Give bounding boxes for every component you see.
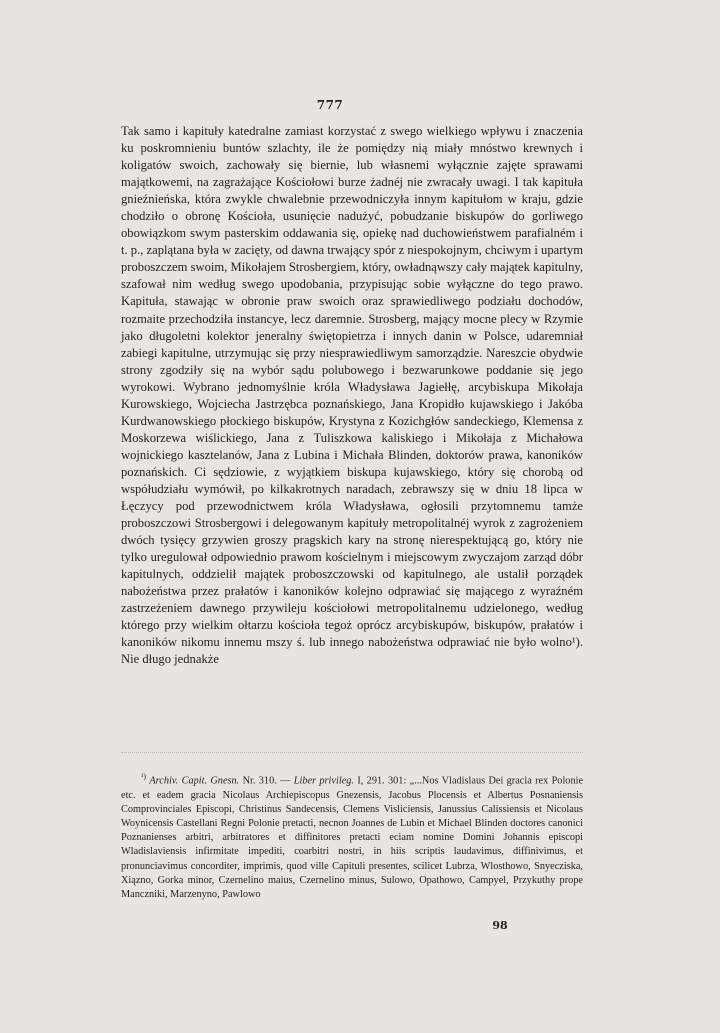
footnote-text: I, 291. 301: „...Nos Vladislaus Dei gracia rex Polonie etc. et eadem gracia Nicolaus Archiepiscopus Gnezensis, Jacobus Plocensis et Albertus Posnaniensis Comprovinciales Episcopi, Christinus Sandecensis, Clemens Visliciensis, Janussius Calissiensis et Nicolaus Woynicensis Castellani Regni Polonie pretacti, necnon Joannes de Lubin et Michael Blinden doctores canonici Poznanienses arbitri, arbitratores et diffinitores pretacti eciam nomine Domini Johannis episcopi Wladislaviensis infirmitate impediti, coarbitri nostri, in hiis scriptis laudavimus, diffinivimus, et pronunciavimus concorditer, imprimis, quod ville Capituli presentes, scilicet Lubrza, Wlosthowo, Snyecziska, Xiązno, Gorka minor, Czernelino maius, Czernelino minus, Sulowo, Opathowo, Campyel, Przykuthy prope Manczniki, Marzenyno, Pawlowo xyxy=(121,775,584,901)
sheet-number: 98 xyxy=(492,919,508,932)
page-number: 777 xyxy=(316,98,344,112)
footnote xyxy=(121,770,583,902)
footnote-source: Archiv. Capit. Gnesn. xyxy=(149,775,240,787)
body-text: Tak samo i kapituły katedralne zamiast korzystać z swego wielkiego wpływu i znaczenia ku poskromnieniu buntów szlachty, ile że pomiędzy nią miały mnóstwo krewnych i koligatów swoich, zachowały się biernie, lub własnemi wyłącznie zajęte sprawami majątkowemi, na zagrażające Kościołowi burze żadnéj nie zwracały uwagi. I tak kapituła gnieźnieńska, która zwykle chwalebnie przewodniczyła innym kapitułom w kraju, gdzie chodziło o obronę Kościoła, usunięcie nadużyć, pobudzanie biskupów do gorliwego obowiązkom swym pasterskim oddawania się, opiekę nad duchowieństwem parafialném i t. p., zaplątana była w zacięty, od dawna trwający spór z niespokojnym, chciwym i upartym proboszczem swoim, Mikołajem Strosbergiem, który, owładnąwszy cały majątek kapitulny, szafował nim według swego upodobania, przypisując sobie wyłączne do tego prawo. Kapituła, stawając w obronie praw swoich oraz sprawiedliwego podziału dochodów, rozmaite przechodziła instancye, lecz daremnie. Strosberg, mający mocne plecy w Rzymie jako długoletni kolektor jeneralny świętopietrza i innych danin w Polsce, udaremniał zabiegi kapitulne, utrzymując się przy niesprawiedliwym samorządzie. Nareszcie obydwie strony zgodziły się na wybór sądu polubowego i bezwarunkowe poddanie się jego wyrokowi. Wybrano jednomyślnie króla Władysława Jagiełłę, arcybiskupa Mikołaja Kurowskiego, Wojciecha Jastrzębca poznańskiego, Jana Kropidło kujawskiego i Jakóba Kurdwanowskiego płockiego biskupów, Krystyna z Kozichgłów sandeckiego, Klemensa z Moskorzewa wiślickiego, Jana z Tuliszkowa kaliskiego i Mikołaja z Michałowa wojnickiego kasztelanów, Jana z Lubina i Michała Blinden, doktorów prawa, kanoników poznańskich. Ci sędziowie, z wyjątkiem biskupa kujawskiego, który się chorobą od współudziału wymówił, po kilkakrotnych naradach, zebrawszy się w dniu 18 lipca w Łęczycy pod przewodnictwem króla Władysława, ogłosili przytomnemu tamże proboszczowi Strosbergowi i delegowanym kapituły metropolitalnéj wyrok z zagrożeniem dwóch tysięcy grzywien groszy pragskich kary na stronę nierespektującą go, który nie tylko uregulował odpowiednio prawom kościelnym i miejscowym zwyczajom zarząd dóbr kapitulnych, oddzielił majątek proboszczowski od kapitulnego, ale ustalił porządek nabożeństwa przez prałatów i kanoników kolejno odprawiać się mającego z wyraźném zastrzeżeniem dawnego przywileju kościołowi metropolitalnemu udzielonego, według którego przy wielkim ołtarzu kościoła tegoż oprócz arcybiskupów, biskupów, prałatów i kanoników nikomu innemu mszy ś. lub innego nabożeństwa odprawiać nie było wolno¹). Nie długo jednakże xyxy=(121,124,583,667)
footnote-source-2: Liber privileg. xyxy=(293,775,355,787)
footnote-reference: Nr. 310. — xyxy=(242,775,291,787)
footnote-divider xyxy=(121,752,583,753)
footnote-mark: ¹) xyxy=(141,772,147,781)
